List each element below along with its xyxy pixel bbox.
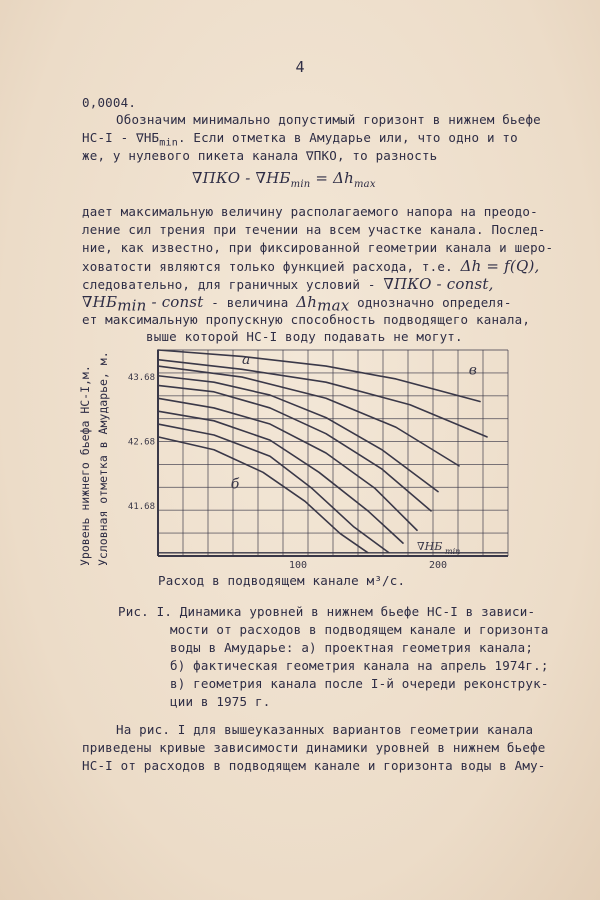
text-line: ние, как известно, при фиксированной геометрии канала и шеро- (82, 240, 554, 255)
text-line: 0,0004. (82, 95, 137, 110)
x-tick-label: 200 (428, 560, 448, 571)
y-tick-label: 41.68 (127, 501, 155, 512)
level-discharge-chart (108, 338, 528, 583)
text-line: следовательно, для граничных условий - ∇ПКО - const, (82, 275, 494, 293)
curve-label: а (242, 352, 251, 369)
caption-line: в) геометрия канала после I-й очереди реконструк- (170, 676, 549, 691)
text-line: дает максимальную величину располагаемого напора на преодо- (82, 204, 538, 219)
hb-min-subscript: min (445, 546, 461, 556)
caption-line: мости от расходов в подводящем канале и горизонта (170, 622, 549, 637)
text-line: же, у нулевого пикета канала ∇ПКО, то разность (82, 148, 438, 163)
text-line: Обозначим минимально допустимый горизонт в нижнем бьефе (116, 112, 541, 127)
curve-label: б (230, 476, 240, 493)
y-tick-label: 42.68 (127, 437, 155, 448)
nabla-symbol: ∇ (136, 130, 144, 145)
text-line: На рис. I для вышеуказанных вариантов геометрии канала (116, 722, 534, 737)
formula: $\nabla ПКО - \nabla НБ_{min} = \Delta h_{max}$ (192, 169, 376, 190)
caption-line: Рис. I. Динамика уровней в нижнем бьефе НС-I в зависи- (118, 604, 536, 619)
text-line: ет максимальную пропускную способность подводящего канала, (82, 312, 531, 327)
series-line (158, 350, 480, 402)
text-line: НС-I от расходов в подводящем канале и горизонта воды в Аму- (82, 758, 546, 773)
curve-label: в (468, 362, 477, 379)
caption-line: б) фактическая геометрия канала на апрель 1974г.; (170, 658, 549, 673)
x-axis-label: Расход в подводящем канале м³/с. (158, 573, 406, 588)
hb-min-label: ∇НБ (417, 539, 443, 553)
nabla-symbol: ∇ (306, 148, 314, 163)
y-tick-label: 43.68 (127, 373, 155, 384)
series-line (158, 360, 487, 437)
x-tick-label: 100 (288, 560, 308, 571)
text-line: ление сил трения при течении на всем участке канала. Послед- (82, 222, 546, 237)
y-axis-label-outer: Уровень нижнего бьефа НС-I,м. (78, 365, 92, 566)
text-line: выше которой НС-I воду подавать не могут. (146, 329, 463, 344)
text-line: приведены кривые зависимости динамики уровней в нижнем бьефе (82, 740, 546, 755)
series-line (158, 376, 438, 492)
text-line: ховатости являются только функцией расхода, т.е. Δh = f(Q), (82, 257, 540, 275)
text-line: $НС-I - \nabla НБ_{min}$. Если отметка в Амударье или, что одно и то (82, 130, 518, 149)
caption-line: воды в Амударье: а) проектная геометрия канала; (170, 640, 534, 655)
text-line: $\nabla НБ_{min}$ - const - величина $\Delta h_{max}$ однозначно определя- (82, 293, 512, 315)
caption-line: ции в 1975 г. (170, 694, 271, 709)
y-axis-label-inner: Условная отметка в Амударье, м. (96, 351, 110, 566)
page-number: 4 (295, 58, 305, 76)
